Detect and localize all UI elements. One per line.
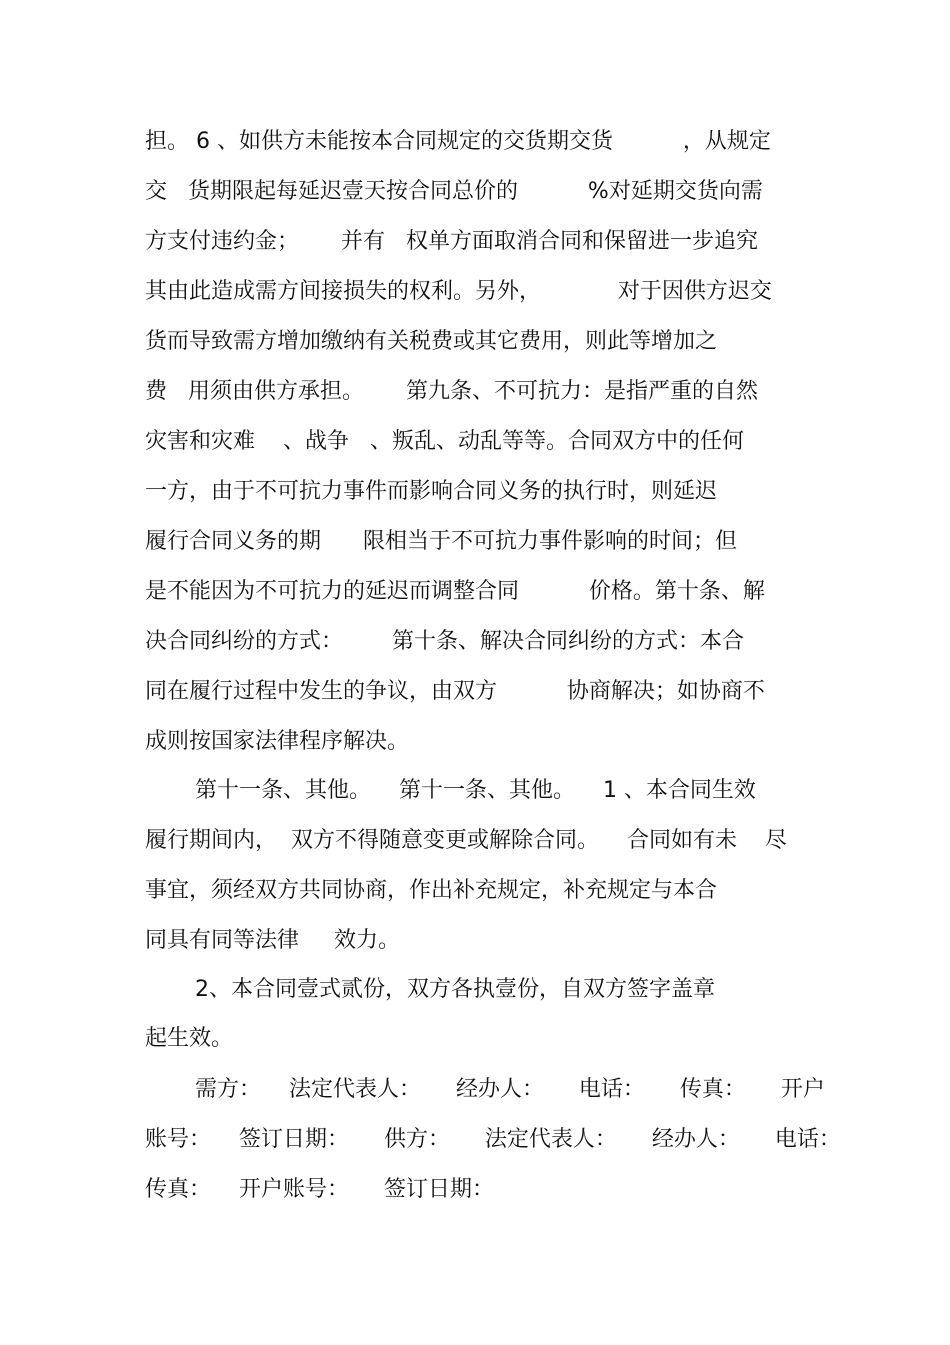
- text-line: 需方： 法定代表人： 经办人： 电话： 传真： 开户: [195, 1077, 825, 1102]
- text-line: 履行合同义务的期 限相当于不可抗力事件影响的时间；但: [145, 529, 737, 554]
- text-line: 灾害和灾难 、战争 、叛乱、动乱等等。合同双方中的任何: [145, 429, 744, 454]
- text-line: 是不能因为不可抗力的延迟而调整合同 价格。第十条、解: [145, 579, 765, 604]
- text-line: 同在履行过程中发生的争议，由双方 协商解决；如协商不: [145, 679, 765, 704]
- text-line: 账号： 签订日期： 供方： 法定代表人： 经办人： 电话：: [145, 1127, 841, 1152]
- text-line: 事宜，须经双方共同协商，作出补充规定，补充规定与本合: [145, 878, 718, 903]
- text-line: 交 货期限起每延迟壹天按合同总价的 %对延期交货向需: [145, 179, 763, 204]
- text-line: 成则按国家法律程序解决。: [145, 729, 410, 754]
- text-line: 费 用须由供方承担。 第九条、不可抗力：是指严重的自然: [145, 379, 758, 404]
- text-line: 一方，由于不可抗力事件而影响合同义务的执行时，则延迟: [145, 479, 718, 504]
- text-line: 方支付违约金； 并有 权单方面取消合同和保留进一步追究: [145, 229, 758, 254]
- text-line: 货而导致需方增加缴纳有关税费或其它费用，则此等增加之: [145, 329, 718, 354]
- text-line: 2、本合同壹式贰份，双方各执壹份，自双方签字盖章: [195, 977, 715, 1002]
- text-line: 担。 6 、如供方未能按本合同规定的交货期交货 ，从规定: [145, 129, 771, 154]
- text-line: 履行期间内， 双方不得随意变更或解除合同。 合同如有未 尽: [145, 828, 787, 853]
- text-line: 第十一条、其他。 第十一条、其他。 1 、本合同生效: [195, 778, 756, 803]
- text-line: 其由此造成需方间接损失的权利。另外， 对于因供方迟交: [145, 279, 772, 304]
- text-line: 决合同纠纷的方式： 第十条、解决合同纠纷的方式：本合: [145, 629, 744, 654]
- text-line: 同具有同等法律 效力。: [145, 928, 400, 953]
- text-line: 起生效。: [145, 1026, 234, 1051]
- text-line: 传真： 开户账号： 签订日期：: [145, 1177, 494, 1202]
